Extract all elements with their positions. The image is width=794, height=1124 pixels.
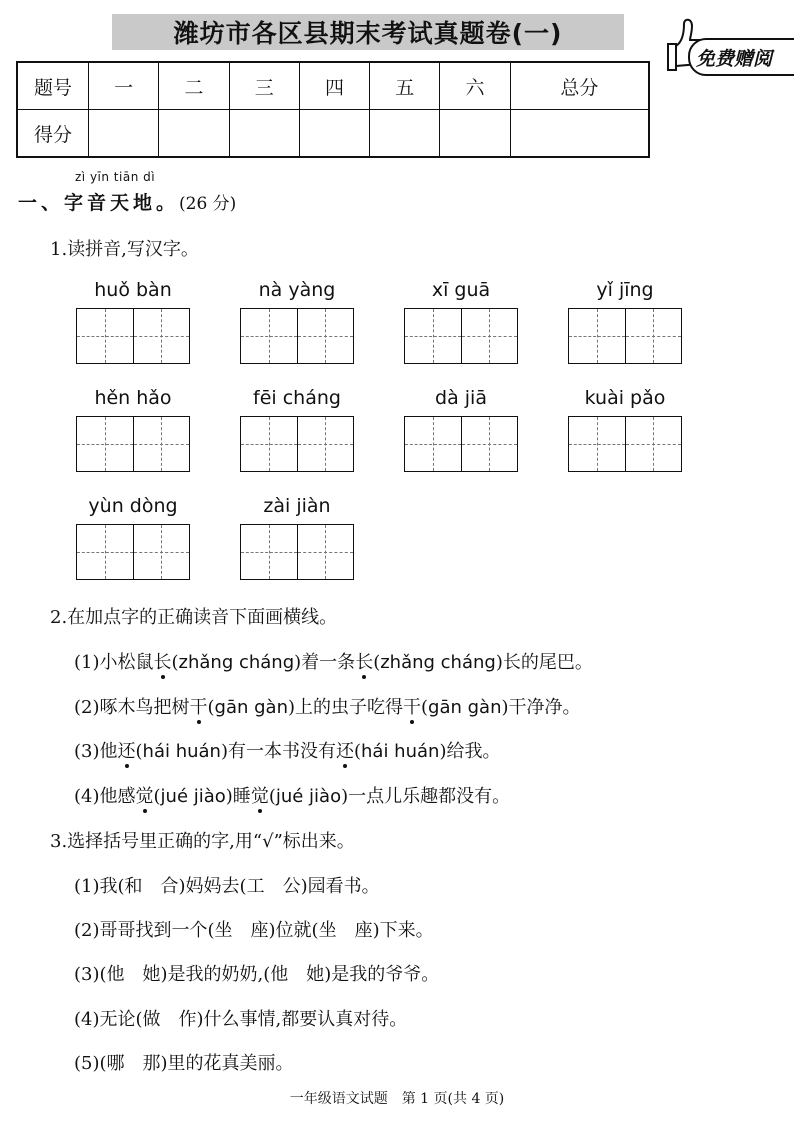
writing-grid[interactable] bbox=[568, 416, 682, 472]
dotted-char: 长 bbox=[355, 652, 374, 673]
q2-item: (2)啄木鸟把树干(gān gàn)上的虫子吃得干(gān gàn)干净净。 bbox=[74, 697, 581, 718]
q3-item[interactable]: (2)哥哥找到一个(坐 座)位就(坐 座)下来。 bbox=[74, 920, 434, 941]
score-input-cell[interactable] bbox=[299, 110, 369, 158]
score-input-cell[interactable] bbox=[370, 110, 440, 158]
section-title-text: 一、字音天地。 bbox=[18, 192, 180, 214]
pinyin-options[interactable]: jué jiào bbox=[160, 786, 226, 807]
q3-item[interactable]: (4)无论(做 作)什么事情,都要认真对待。 bbox=[74, 1009, 408, 1030]
word-pinyin: hěn hǎo bbox=[94, 387, 172, 409]
writing-grid[interactable] bbox=[240, 308, 354, 364]
word-pinyin: huǒ bàn bbox=[94, 279, 172, 301]
question-1-prompt: 1.读拼音,写汉字。 bbox=[50, 239, 199, 260]
page-title: 潍坊市各区县期末考试真题卷(一) bbox=[112, 14, 624, 50]
table-row bbox=[17, 62, 649, 110]
word-pinyin: fēi cháng bbox=[253, 387, 341, 409]
word-pinyin: yùn dòng bbox=[88, 495, 178, 517]
table-cell: 得分 bbox=[17, 110, 89, 158]
pinyin-options[interactable]: zhǎng cháng bbox=[380, 652, 496, 673]
pinyin-options[interactable]: jué jiào bbox=[275, 786, 342, 807]
table-cell: 总分 bbox=[510, 62, 649, 110]
q3-item[interactable]: (3)(他 她)是我的奶奶,(他 她)是我的爷爷。 bbox=[74, 964, 440, 985]
pinyin-options[interactable]: zhǎng cháng bbox=[178, 652, 295, 673]
word-pinyin: xī guā bbox=[431, 279, 491, 301]
table-cell: 四 bbox=[299, 62, 369, 110]
question-3-prompt: 3.选择括号里正确的字,用“√”标出来。 bbox=[50, 831, 355, 852]
q2-item: (1)小松鼠长(zhǎng cháng)着一条长(zhǎng cháng)长的尾巴。 bbox=[74, 652, 593, 673]
q3-item[interactable]: (1)我(和 合)妈妈去(工 公)园看书。 bbox=[74, 876, 380, 897]
table-cell: 三 bbox=[229, 62, 299, 110]
badge-label: 免费赠阅 bbox=[688, 38, 794, 76]
score-input-cell[interactable] bbox=[440, 110, 510, 158]
pinyin-options[interactable]: gān gàn bbox=[214, 697, 288, 718]
table-cell: 一 bbox=[89, 62, 159, 110]
pinyin-options[interactable]: hái huán bbox=[142, 741, 221, 762]
score-input-cell[interactable] bbox=[159, 110, 229, 158]
table-row bbox=[17, 110, 649, 158]
score-input-cell[interactable] bbox=[229, 110, 299, 158]
writing-grid[interactable] bbox=[240, 416, 354, 472]
pinyin-options[interactable]: hái huán bbox=[361, 741, 440, 762]
page-footer: 一年级语文试题 第 1 页(共 4 页) bbox=[289, 1091, 505, 1107]
q2-item: (3)他还(hái huán)有一本书没有还(hái huán)给我。 bbox=[74, 741, 501, 762]
table-cell: 六 bbox=[440, 62, 510, 110]
dotted-char: 觉 bbox=[135, 786, 154, 807]
writing-grid[interactable] bbox=[76, 416, 190, 472]
writing-grid[interactable] bbox=[240, 524, 354, 580]
pinyin-options[interactable]: gān gàn bbox=[428, 697, 502, 718]
word-pinyin: yǐ jīng bbox=[596, 279, 654, 301]
section-title bbox=[18, 188, 236, 215]
word-pinyin: dà jiā bbox=[435, 387, 487, 409]
dotted-char: 干 bbox=[403, 697, 422, 718]
dotted-char: 还 bbox=[117, 741, 136, 762]
score-input-cell[interactable] bbox=[89, 110, 159, 158]
word-pinyin: kuài pǎo bbox=[584, 387, 666, 409]
writing-grid[interactable] bbox=[76, 308, 190, 364]
table-cell: 二 bbox=[159, 62, 229, 110]
dotted-char: 觉 bbox=[250, 786, 269, 807]
q3-item[interactable]: (5)(哪 那)里的花真美丽。 bbox=[74, 1053, 294, 1074]
free-gift-badge bbox=[660, 14, 794, 72]
section-pinyin: zì yīn tiān dì bbox=[75, 170, 156, 184]
writing-grid[interactable] bbox=[76, 524, 190, 580]
question-2-prompt: 2.在加点字的正确读音下面画横线。 bbox=[50, 607, 338, 628]
table-cell: 题号 bbox=[17, 62, 89, 110]
word-pinyin: nà yàng bbox=[258, 279, 336, 301]
word-pinyin: zài jiàn bbox=[263, 495, 331, 517]
q2-item: (4)他感觉(jué jiào)睡觉(jué jiào)一点儿乐趣都没有。 bbox=[74, 786, 511, 807]
score-table bbox=[16, 61, 650, 158]
writing-grid[interactable] bbox=[404, 416, 518, 472]
score-input-cell[interactable] bbox=[510, 110, 649, 158]
section-score: (26 分) bbox=[179, 194, 237, 214]
dotted-char: 长 bbox=[153, 652, 172, 673]
dotted-char: 干 bbox=[189, 697, 208, 718]
table-cell: 五 bbox=[370, 62, 440, 110]
writing-grid[interactable] bbox=[404, 308, 518, 364]
dotted-char: 还 bbox=[335, 741, 354, 762]
writing-grid[interactable] bbox=[568, 308, 682, 364]
